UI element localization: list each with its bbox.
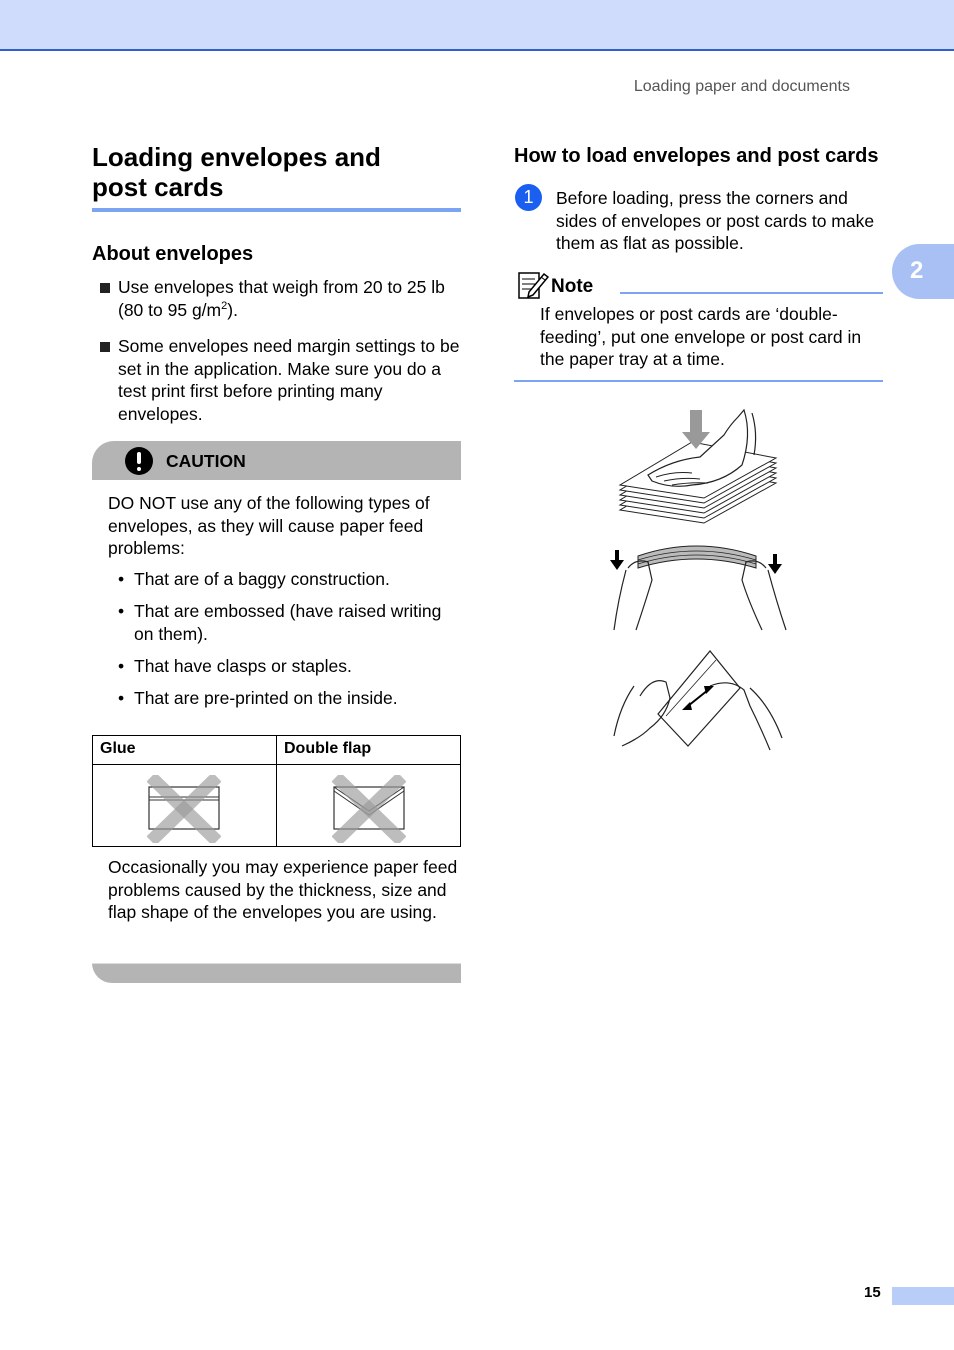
bullet-item bbox=[98, 335, 462, 425]
square-bullet-icon bbox=[100, 283, 110, 293]
chapter-tab bbox=[892, 244, 954, 299]
note-text: If envelopes or post cards are ‘double-feeding’, put one envelope or post card in the paper tray at a time. bbox=[540, 304, 862, 369]
caution-end-bar bbox=[92, 963, 461, 983]
bullet-text: Some envelopes need margin settings to be set in the application. Make sure you do a test print first before printing many envelopes. bbox=[118, 336, 460, 424]
bullet-text: Use envelopes that weigh from 20 to 25 lb (80 to 95 g/m bbox=[118, 277, 445, 320]
note-title: Note bbox=[551, 276, 594, 297]
envelope-bullets bbox=[98, 276, 462, 439]
crossed-envelope-icon bbox=[332, 775, 406, 843]
page-tab bbox=[892, 1287, 954, 1305]
caution-list-item: • That are embossed (have raised writing on them). bbox=[118, 600, 463, 645]
align-envelope-illustration bbox=[610, 646, 788, 752]
step-text: Before loading, press the corners and sides of envelopes or post cards to make them as flat as possible. bbox=[556, 188, 875, 253]
caution-list bbox=[118, 568, 463, 719]
caution-header bbox=[92, 441, 461, 480]
bullet-text-end: ). bbox=[227, 299, 238, 320]
header-band bbox=[0, 0, 954, 51]
bullet-item bbox=[98, 276, 462, 321]
crossed-envelope-icon bbox=[147, 775, 221, 843]
caution-list-item: • That have clasps or staples. bbox=[118, 655, 463, 678]
section-title-line-2: post cards bbox=[92, 172, 224, 202]
heading-how-to-load: How to load envelopes and post cards bbox=[514, 145, 879, 167]
superscript: 2 bbox=[221, 299, 228, 312]
caution-title: CAUTION bbox=[166, 451, 246, 471]
subheading-about-envelopes: About envelopes bbox=[92, 243, 254, 265]
caution-intro: DO NOT use any of the following types of envelopes, as they will cause paper feed problems: bbox=[108, 493, 430, 558]
note-pencil-icon bbox=[517, 270, 549, 300]
envelope-table bbox=[92, 735, 461, 847]
note-rule bbox=[620, 292, 883, 294]
square-bullet-icon bbox=[100, 342, 110, 352]
section-title-line-1: Loading envelopes and bbox=[92, 142, 381, 172]
running-header: Loading paper and documents bbox=[633, 78, 850, 95]
section-title bbox=[92, 142, 461, 212]
step-number-badge: 1 bbox=[515, 184, 542, 211]
caution-footer-text: Occasionally you may experience paper feed problems caused by the thickness, size and flap shape of the envelopes you are using. bbox=[108, 857, 458, 922]
caution-list-item: • That are pre-printed on the inside. bbox=[118, 687, 463, 710]
note-bottom-rule bbox=[514, 380, 883, 382]
table-header-double-flap: Double flap bbox=[284, 740, 372, 757]
page-number: 15 bbox=[864, 1284, 881, 1301]
table-header-glue: Glue bbox=[100, 740, 136, 757]
caution-list-item: • That are of a baggy construction. bbox=[118, 568, 463, 591]
chapter-number: 2 bbox=[910, 257, 924, 284]
caution-icon bbox=[125, 447, 153, 475]
press-envelopes-illustration bbox=[612, 405, 782, 530]
table-divider bbox=[276, 736, 277, 846]
flex-envelopes-illustration bbox=[606, 540, 791, 632]
